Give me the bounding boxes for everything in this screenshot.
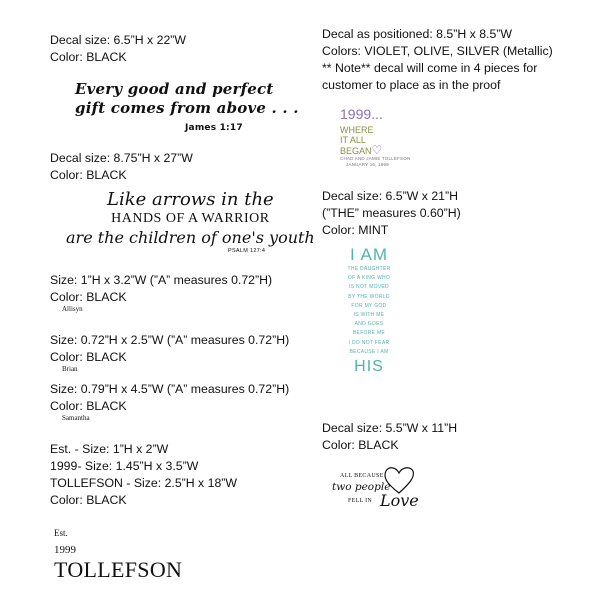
i-am-line: AND GOES: [354, 321, 384, 328]
spec-block-i-am: [322, 188, 461, 239]
spec-color: Color: BLACK: [50, 168, 127, 182]
wedding-date: JANUARY 16, 1999: [346, 162, 389, 167]
spec-color: Color: BLACK: [50, 399, 127, 413]
love-line: FELL IN: [348, 498, 373, 504]
i-am-line: FOR MY GOD: [351, 302, 387, 309]
i-am-line: IS NOT MOVED: [349, 284, 389, 291]
quote-line: are the children of one's youth: [66, 228, 315, 247]
spec-block-every-good: [50, 32, 186, 66]
spec-block-brian: [50, 332, 289, 366]
i-am-line: THE DAUGHTER: [347, 266, 391, 272]
i-am-line: BECAUSE I AM: [349, 348, 389, 355]
year-text: 1999...: [340, 106, 383, 122]
i-am-line: IS WITH ME: [353, 312, 385, 319]
his-text: HIS: [354, 358, 384, 376]
spec-size: 1999- Size: 1.45”H x 3.5”W: [50, 459, 199, 473]
spec-size-note: (”THE” measures 0.60”H): [322, 206, 461, 220]
quote-line: gift comes from above . . .: [75, 99, 299, 117]
spec-note: ** Note** decal will come in 4 pieces for: [322, 61, 538, 75]
quote-line: Every good and perfect: [75, 80, 274, 98]
heart-icon: ♡: [371, 143, 383, 157]
spec-block-tollefson: [50, 441, 237, 509]
i-am-line: I DO NOT FEAR: [348, 339, 390, 346]
decal-preview-tollefson: [54, 528, 182, 582]
spec-note: customer to place as in the proof: [322, 78, 501, 92]
spec-size: Size: 1”H x 3.2”W (”A” measures 0.72”H): [50, 273, 273, 287]
quote-reference: James 1:17: [185, 123, 243, 133]
quote-line: HANDS OF A WARRIOR: [111, 211, 270, 226]
spec-block-like-arrows: [50, 150, 193, 184]
spec-size: Decal size: 6.5”W x 21”H: [322, 189, 458, 203]
spec-block-where-it-all-began: [322, 26, 553, 94]
spec-size: Decal size: 6.5”H x 22”W: [50, 33, 186, 47]
family-name: TOLLEFSON: [54, 557, 183, 582]
spec-block-fell-in-love: [322, 420, 457, 454]
love-line: two people: [332, 481, 391, 493]
spec-size: Decal size: 5.5”W x 11”H: [322, 421, 458, 435]
spec-size: Decal as positioned: 8.5”H x 8.5”W: [322, 27, 513, 41]
where-text: [340, 145, 410, 156]
est-label: Est.: [54, 528, 68, 538]
i-am-line: BEFORE ME: [352, 330, 386, 337]
quote-reference: PSALM 127:4: [228, 248, 266, 254]
spec-color: Color: BLACK: [50, 493, 127, 507]
spec-size: Size: 0.72”H x 2.5”W (”A” measures 0.72”H): [50, 333, 290, 347]
spec-block-samantha: [50, 381, 289, 415]
where-text: WHERE: [340, 125, 374, 135]
decal-preview-every-good: [75, 80, 299, 133]
name-preview-allisyn: Allisyn: [62, 305, 83, 313]
couple-names: CHAD AND JAMIE TOLLEFSON: [340, 156, 411, 161]
spec-size: TOLLEFSON - Size: 2.5”H x 18”W: [50, 476, 238, 490]
decal-preview-fell-in-love: [330, 469, 420, 529]
name-preview-samantha: Samantha: [62, 414, 90, 422]
quote-line: Like arrows in the: [107, 189, 274, 210]
i-am-line: BY THE WORLD: [348, 293, 390, 300]
decal-preview-1999: [340, 107, 410, 168]
spec-color: Color: BLACK: [50, 350, 127, 364]
name-preview-brian: Brian: [62, 365, 78, 373]
spec-color: Color: BLACK: [322, 438, 399, 452]
began-text: BEGAN: [340, 146, 372, 156]
spec-size: Decal size: 8.75”H x 27”W: [50, 151, 193, 165]
spec-colors: Colors: VIOLET, OLIVE, SILVER (Metallic): [322, 44, 553, 58]
spec-size: Est. - Size: 1”H x 2”W: [50, 442, 169, 456]
spec-block-allisyn: [50, 272, 272, 306]
i-am-heading: I AM: [349, 245, 388, 264]
love-line: ALL BECAUSE: [340, 473, 384, 479]
where-text: IT ALL: [340, 135, 366, 145]
spec-size: Size: 0.79”H x 4.5”W (”A” measures 0.72”H): [50, 382, 290, 396]
decal-preview-i-am: [330, 245, 408, 377]
love-line: Love: [380, 491, 419, 510]
decal-preview-like-arrows: [66, 189, 315, 254]
spec-color: Color: BLACK: [50, 50, 127, 64]
spec-color: Color: MINT: [322, 223, 389, 237]
i-am-line: OF A KING WHO: [347, 275, 391, 282]
spec-color: Color: BLACK: [50, 290, 127, 304]
i-am-lines: [330, 265, 408, 357]
year-label: 1999: [54, 544, 76, 556]
